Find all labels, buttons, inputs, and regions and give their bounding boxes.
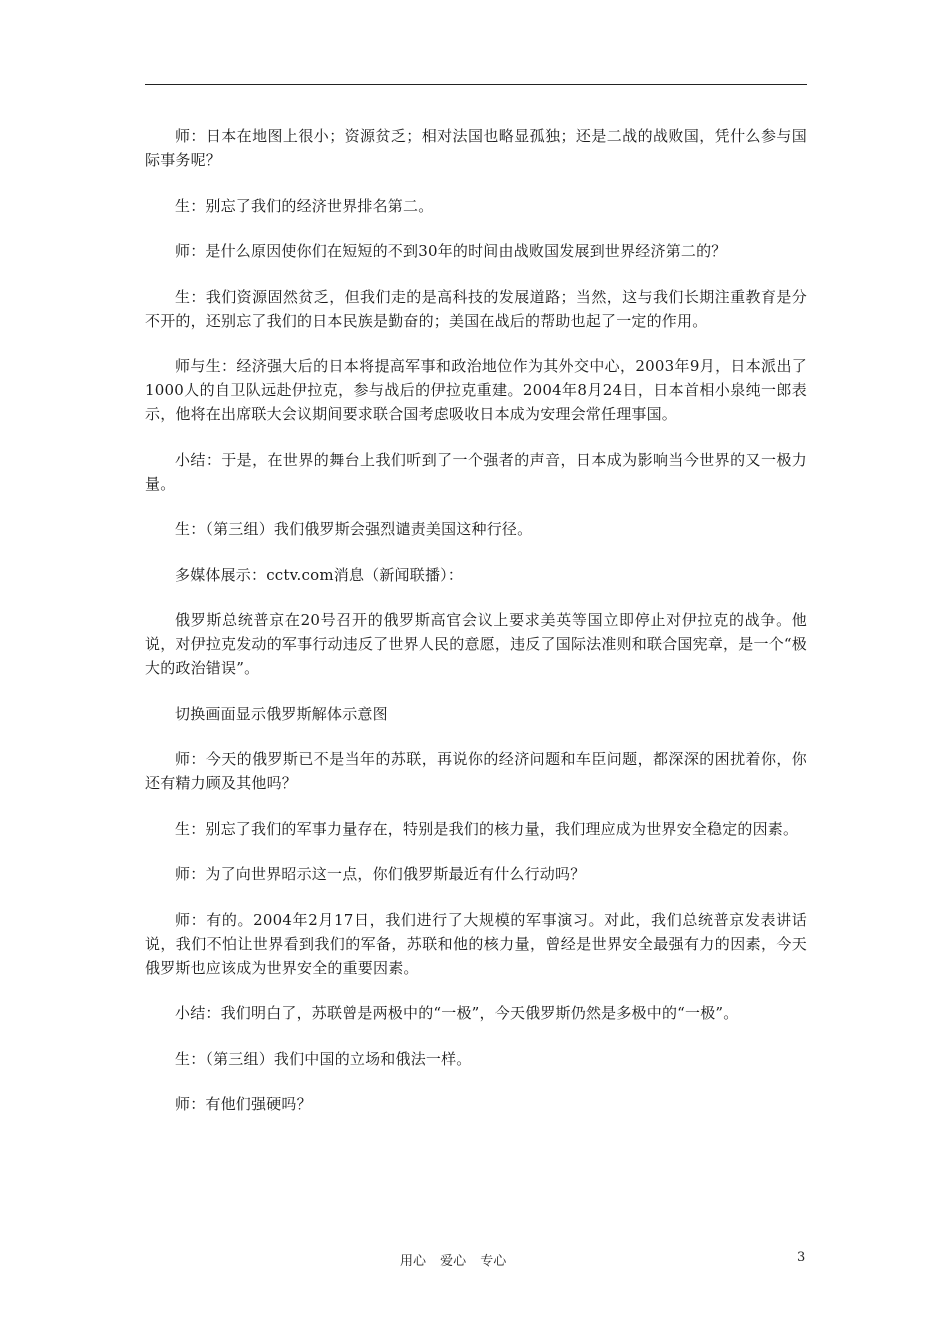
paragraph: 师与生：经济强大后的日本将提高军事和政治地位作为其外交中心，2003年9月，日本派出了1000人的自卫队远赴伊拉克，参与战后的伊拉克重建。2004年8月24日，日本首相小泉纯一郎表示，他将在出席联大会议期间要求联合国考虑吸收日本成为安理会常任理事国。 — [145, 357, 807, 423]
paragraph: 师：是什么原因使你们在短短的不到30年的时间由战败国发展到世界经济第二的？ — [175, 242, 727, 260]
header-rule — [145, 84, 807, 85]
paragraph: 切换画面显示俄罗斯解体示意图 — [175, 704, 388, 723]
paragraph: 师：为了向世界昭示这一点，你们俄罗斯最近有什么行动吗？ — [175, 865, 586, 883]
paragraph: 师：有的。2004年2月17日，我们进行了大规模的军事演习。对此，我们总统普京发表讲话说，我们不怕让世界看到我们的军备，苏联和他的核力量，曾经是世界安全最强有力的因素，今天俄罗斯也应该成为世界安全的重要因素。 — [145, 910, 807, 977]
paragraph: 生：（第三组）我们俄罗斯会强烈谴责美国这种行径。 — [175, 520, 533, 538]
paragraph: 师：今天的俄罗斯已不是当年的苏联，再说你的经济问题和车臣问题，都深深的困扰着你，你还有精力顾及其他吗？ — [145, 750, 807, 792]
paragraph: 生：我们资源固然贫乏，但我们走的是高科技的发展道路；当然，这与我们长期注重教育是分不开的，还别忘了我们的日本民族是勤奋的；美国在战后的帮助也起了一定的作用。 — [145, 287, 807, 330]
page-number: 3 — [797, 1250, 806, 1265]
paragraph: 生：（第三组）我们中国的立场和俄法一样。 — [175, 1049, 472, 1068]
paragraph: 生：别忘了我们的经济世界排名第二。 — [175, 196, 434, 215]
paragraph: 小结：我们明白了，苏联曾是两极中的“一极”，今天俄罗斯仍然是多极中的“一极”。 — [175, 1004, 739, 1022]
paragraph: 师：日本在地图上很小；资源贫乏；相对法国也略显孤独；还是二战的战败国，凭什么参与国际事务呢？ — [145, 127, 807, 169]
paragraph: 师：有他们强硬吗？ — [175, 1095, 312, 1113]
paragraph: 生：别忘了我们的军事力量存在，特别是我们的核力量，我们理应成为世界安全稳定的因素。 — [175, 819, 799, 838]
paragraph: 俄罗斯总统普京在20号召开的俄罗斯高官会议上要求美英等国立即停止对伊拉克的战争。他说，对伊拉克发动的军事行动违反了世界人民的意愿，违反了国际法准则和联合国宪章，是一个“极大的政治错误”。 — [145, 611, 807, 677]
footer-slogan: 用心 爱心 专心 — [400, 1254, 507, 1269]
document-body — [145, 124, 807, 1138]
paragraph: 多媒体展示：cctv.com消息（新闻联播）： — [175, 565, 464, 584]
paragraph: 小结：于是，在世界的舞台上我们听到了一个强者的声音，日本成为影响当今世界的又一极力量。 — [145, 450, 807, 493]
